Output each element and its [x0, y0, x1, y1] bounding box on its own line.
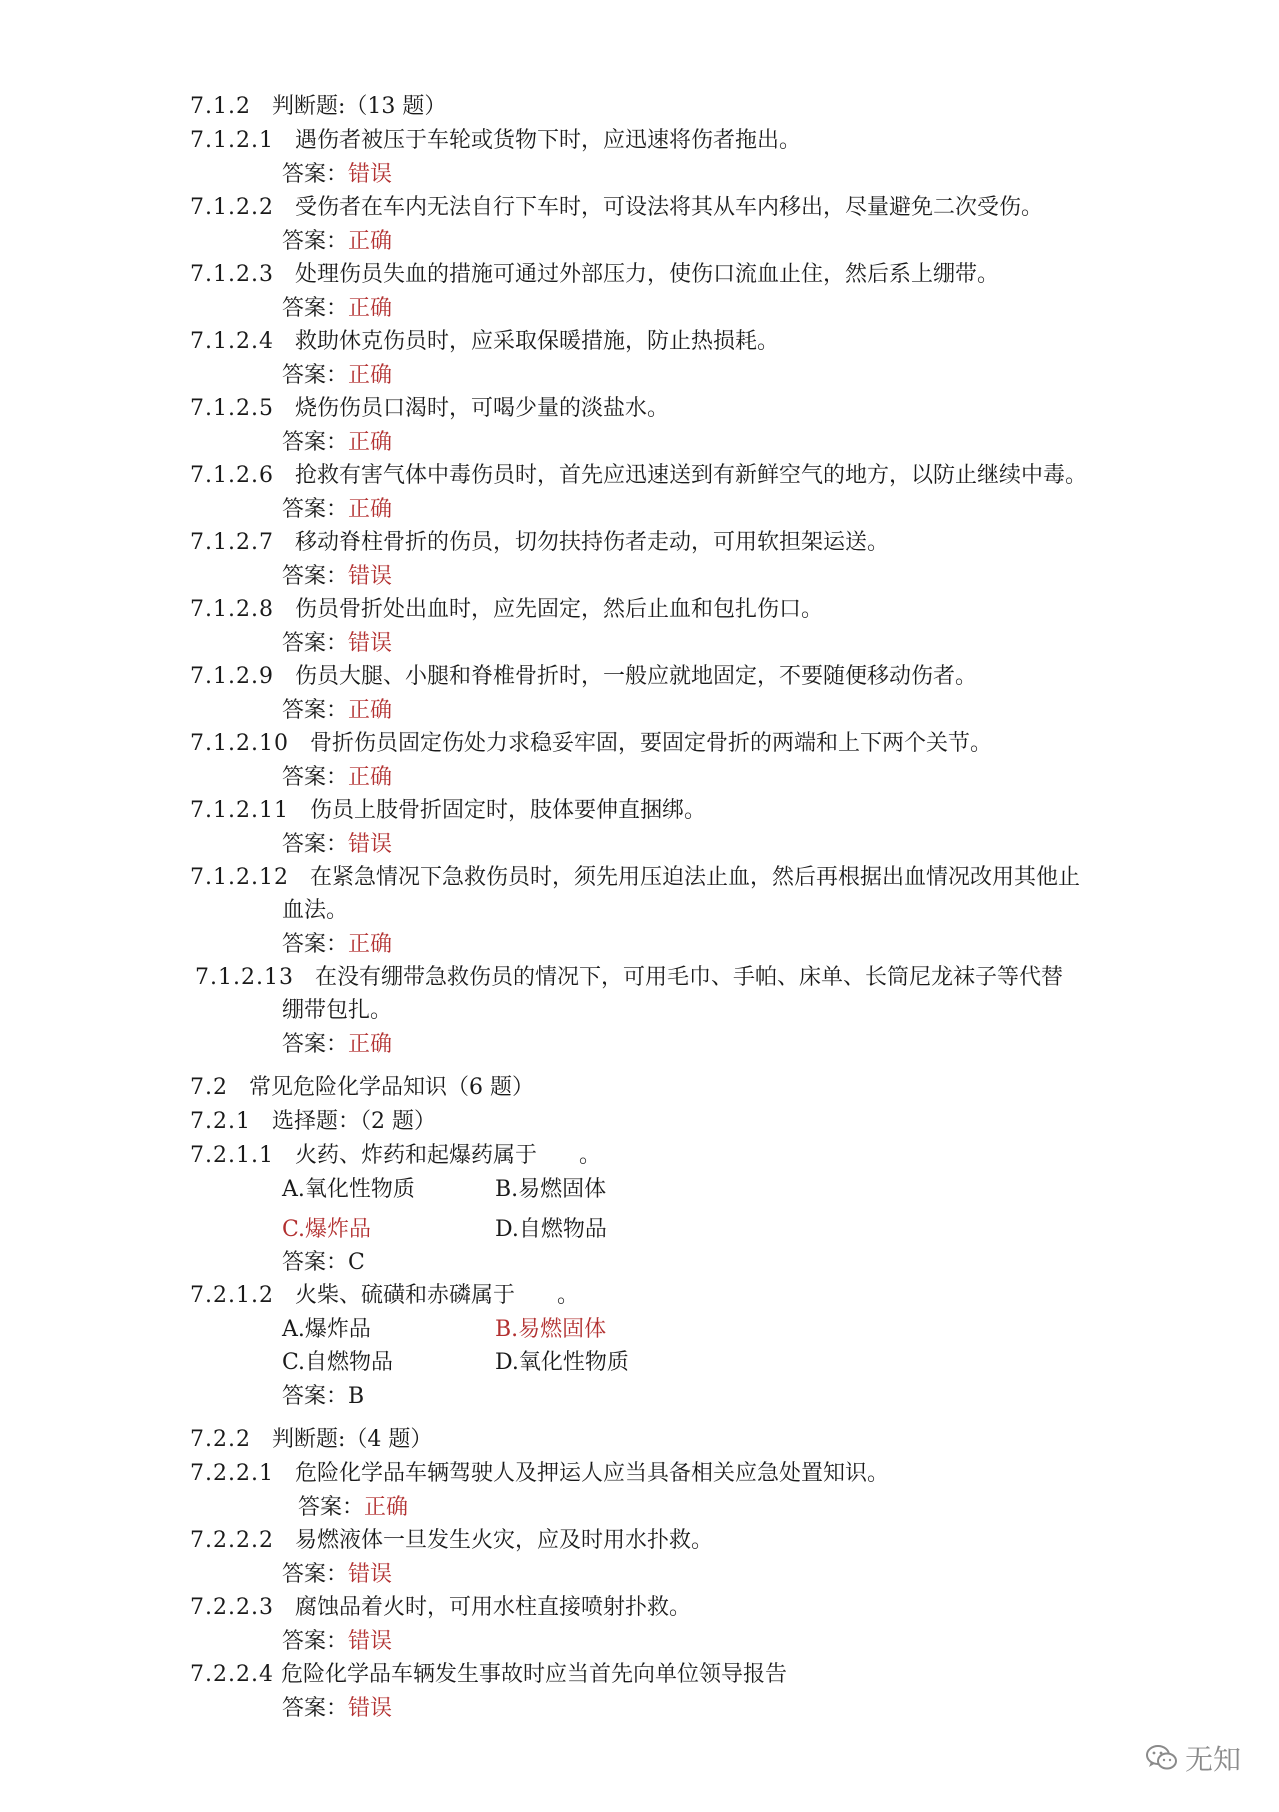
answer-7-1-2-4: 答案：正确 [282, 363, 393, 388]
question-7-2-2-3: 7.2.2.3 腐蚀品着火时，可用水柱直接喷射扑救。 [190, 1595, 691, 1620]
option-b-7-2-1-1: B.易燃固体 [495, 1177, 607, 1202]
question-7-1-2-4: 7.1.2.4 救助休克伤员时，应采取保暖措施，防止热损耗。 [190, 329, 779, 354]
question-7-1-2-11: 7.1.2.11 伤员上肢骨折固定时，肢体要伸直捆绑。 [190, 798, 706, 823]
question-7-2-2-4: 7.2.2.4 危险化学品车辆发生事故时应当首先向单位领导报告 [190, 1662, 787, 1687]
question-7-1-2-5: 7.1.2.5 烧伤伤员口渴时，可喝少量的淡盐水。 [190, 396, 669, 421]
answer-7-1-2-3: 答案：正确 [282, 296, 393, 321]
section-heading-7-2-2: 7.2.2 判断题:（4 题） [190, 1427, 433, 1452]
question-7-1-2-10: 7.1.2.10 骨折伤员固定伤处力求稳妥牢固，要固定骨折的两端和上下两个关节。 [190, 731, 992, 756]
answer-7-1-2-13: 答案：正确 [282, 1032, 393, 1057]
answer-7-2-2-1: 答案：正确 [298, 1495, 409, 1520]
question-7-1-2-1: 7.1.2.1 遇伤者被压于车轮或货物下时，应迅速将伤者拖出。 [190, 128, 801, 153]
option-a-7-2-1-2: A.爆炸品 [282, 1317, 371, 1342]
section-heading-7-1-2: 7.1.2 判断题:（13 题） [190, 94, 447, 119]
section-heading-7-2: 7.2 常见危险化学品知识（6 题） [190, 1075, 534, 1100]
answer-7-1-2-6: 答案：正确 [282, 497, 393, 522]
answer-7-1-2-1: 答案：错误 [282, 162, 393, 187]
question-7-2-2-1: 7.2.2.1 危险化学品车辆驾驶人及押运人应当具备相关应急处置知识。 [190, 1461, 889, 1486]
question-7-2-1-1: 7.2.1.1 火药、炸药和起爆药属于 。 [190, 1143, 601, 1168]
option-c-7-2-1-1: C.爆炸品 [282, 1217, 372, 1242]
question-7-1-2-8: 7.1.2.8 伤员骨折处出血时，应先固定，然后止血和包扎伤口。 [190, 597, 823, 622]
question-7-1-2-2: 7.1.2.2 受伤者在车内无法自行下车时，可设法将其从车内移出，尽量避免二次受伤。 [190, 195, 1043, 220]
option-c-7-2-1-2: C.自燃物品 [282, 1350, 394, 1375]
question-7-1-2-13-cont: 绷带包扎。 [282, 998, 393, 1023]
option-b-7-2-1-2: B.易燃固体 [495, 1317, 607, 1342]
question-7-1-2-12-cont: 血法。 [282, 898, 349, 923]
answer-7-1-2-9: 答案：正确 [282, 698, 393, 723]
answer-7-1-2-12: 答案：正确 [282, 932, 393, 957]
question-7-1-2-12: 7.1.2.12 在紧急情况下急救伤员时，须先用压迫法止血，然后再根据出血情况改用其他止 [190, 865, 1080, 890]
wechat-icon [1145, 1744, 1179, 1772]
answer-7-2-2-4: 答案：错误 [282, 1696, 393, 1721]
answer-7-2-1-2: 答案：B [282, 1384, 365, 1409]
option-d-7-2-1-2: D.氧化性物质 [495, 1350, 629, 1375]
question-7-1-2-13: 7.1.2.13 在没有绷带急救伤员的情况下，可用毛巾、手帕、床单、长筒尼龙袜子等代替 [195, 965, 1063, 990]
answer-7-1-2-7: 答案：错误 [282, 564, 393, 589]
option-a-7-2-1-1: A.氧化性物质 [282, 1177, 415, 1202]
answer-7-2-1-1: 答案：C [282, 1250, 365, 1275]
answer-7-1-2-10: 答案：正确 [282, 765, 393, 790]
answer-7-1-2-5: 答案：正确 [282, 430, 393, 455]
watermark: 无知 [1145, 1738, 1241, 1778]
section-heading-7-2-1: 7.2.1 选择题：（2 题） [190, 1109, 436, 1134]
answer-7-1-2-2: 答案：正确 [282, 229, 393, 254]
answer-7-2-2-2: 答案：错误 [282, 1562, 393, 1587]
question-7-1-2-3: 7.1.2.3 处理伤员失血的措施可通过外部压力，使伤口流血止住，然后系上绷带。 [190, 262, 999, 287]
answer-7-2-2-3: 答案：错误 [282, 1629, 393, 1654]
question-7-1-2-9: 7.1.2.9 伤员大腿、小腿和脊椎骨折时，一般应就地固定，不要随便移动伤者。 [190, 664, 977, 689]
question-7-2-1-2: 7.2.1.2 火柴、硫磺和赤磷属于 。 [190, 1283, 579, 1308]
answer-7-1-2-11: 答案：错误 [282, 832, 393, 857]
question-7-1-2-7: 7.1.2.7 移动脊柱骨折的伤员，切勿扶持伤者走动，可用软担架运送。 [190, 530, 889, 555]
answer-7-1-2-8: 答案：错误 [282, 631, 393, 656]
option-d-7-2-1-1: D.自燃物品 [495, 1217, 607, 1242]
question-7-1-2-6: 7.1.2.6 抢救有害气体中毒伤员时，首先应迅速送到有新鲜空气的地方，以防止继续中毒。 [190, 463, 1087, 488]
question-7-2-2-2: 7.2.2.2 易燃液体一旦发生火灾，应及时用水扑救。 [190, 1528, 713, 1553]
